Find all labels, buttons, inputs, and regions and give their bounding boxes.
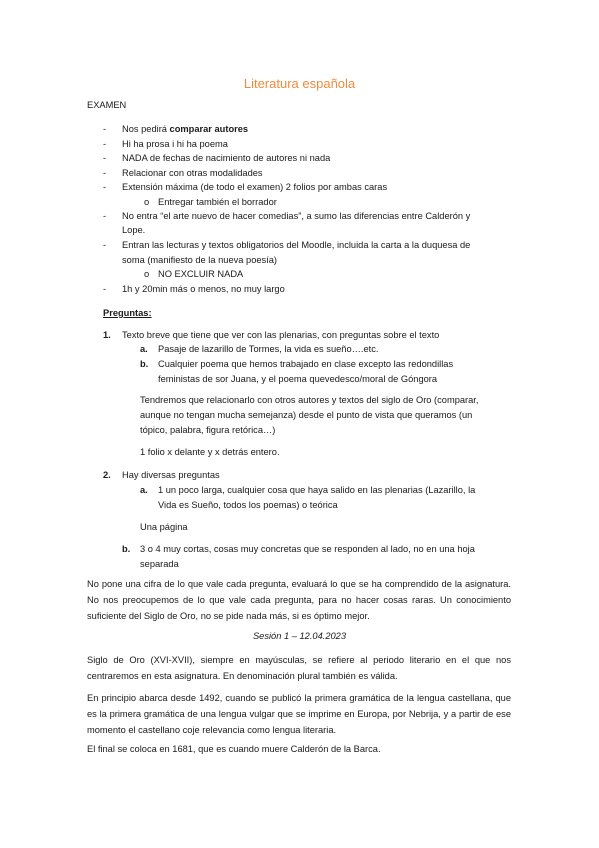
option-text: Cualquier poema que hemos trabajado en clase excepto las redondillas xyxy=(158,359,454,369)
list-item: Entran las lecturas y textos obligatorios del Moodle, incluida la carta a la duquesa de xyxy=(122,240,471,250)
list-bullet: - xyxy=(103,139,107,149)
sub-bullet: o xyxy=(144,269,150,279)
question-text: Texto breve que tiene que ver con las plenarias, con preguntas sobre el texto xyxy=(122,330,440,340)
option-text-continuation: feministas de sor Juana, y el poema quevedesco/moral de Góngora xyxy=(158,374,438,384)
list-item: Relacionar con otras modalidades xyxy=(122,168,263,178)
question-text: Hay diversas preguntas xyxy=(122,470,220,480)
list-bullet: - xyxy=(103,124,107,134)
option-label: b. xyxy=(122,544,131,554)
paragraph-line: aunque no tengan mucha semejanza) desde el punto de vista que queramos (un xyxy=(140,410,473,420)
paragraph: Siglo de Oro (XVI-XVII), siempre en mayúsculas, se refiere al periodo literario en el que nos centraremos en esta asignatura. En denominación plural también es válida. xyxy=(87,655,511,681)
list-item: 1h y 20min más o menos, no muy largo xyxy=(122,284,285,294)
list-bullet: - xyxy=(103,284,107,294)
option-label: b. xyxy=(140,359,149,369)
list-bullet: - xyxy=(103,182,107,192)
page-title: Literatura española xyxy=(243,76,356,91)
option-text-continuation: Vida es Sueño, todos los poemas) o teórica xyxy=(158,500,338,510)
option-text-continuation: separada xyxy=(140,559,179,569)
list-item: Extensión máxima (de todo el examen) 2 folios por ambas caras xyxy=(122,182,388,192)
list-item: NADA de fechas de nacimiento de autores ni nada xyxy=(122,153,331,163)
list-item: No entra “el arte nuevo de hacer comedias”, a sumo las diferencias entre Calderón y xyxy=(122,211,471,221)
option-label: a. xyxy=(140,485,148,495)
list-bullet: - xyxy=(103,168,107,178)
list-bullet: - xyxy=(103,211,107,221)
paragraph-line: Una página xyxy=(140,522,188,532)
examen-heading: EXAMEN xyxy=(87,100,127,110)
list-subitem: Entregar también el borrador xyxy=(158,197,277,207)
option-text: 3 o 4 muy cortas, cosas muy concretas que se responden al lado, no en una hoja xyxy=(140,544,475,554)
preguntas-heading: Preguntas: xyxy=(103,308,152,318)
option-text: 1 un poco larga, cualquier cosa que haya salido en las plenarias (Lazarillo, la xyxy=(158,485,476,495)
list-item: Nos pedirá comparar autores xyxy=(122,124,249,134)
paragraph-line: 1 folio x delante y x detrás entero. xyxy=(140,447,280,457)
list-bullet: - xyxy=(103,240,107,250)
question-number: 1. xyxy=(103,330,111,340)
paragraph: En principio abarca desde 1492, cuando se publicó la primera gramática de la lengua castellana, que es la primera gramática de una lengua vulgar que se imprime en Europa, por Nebrija, y a partir de ese momento el castellano coje relevancia como lengua literaria. xyxy=(87,693,511,735)
paragraph: El final se coloca en 1681, que es cuando muere Calderón de la Barca. xyxy=(87,744,381,754)
list-item-continuation: Lope. xyxy=(122,225,146,235)
list-subitem: NO EXCLUIR NADA xyxy=(158,269,244,279)
list-item-continuation: soma (manifiesto de la nueva poesía) xyxy=(122,255,278,265)
session-heading: Sesión 1 – 12.04.2023 xyxy=(252,631,347,641)
paragraph-line: Tendremos que relacionarlo con otros autores y textos del siglo de Oro (comparar, xyxy=(140,395,479,405)
paragraph: No pone una cifra de lo que vale cada pregunta, evaluará lo que se ha comprendido de la asignatura. No nos preocupemos de lo que vale cada pregunta, para no hacer cosas raras. Un conocimiento suficiente del Siglo de Oro, no se pide nada más, si es óptimo mejor. xyxy=(87,579,511,621)
option-label: a. xyxy=(140,344,148,354)
option-text: Pasaje de lazarillo de Tormes, la vida es sueño….etc. xyxy=(158,344,379,354)
list-item: Hi ha prosa i hi ha poema xyxy=(122,139,228,149)
list-bullet: - xyxy=(103,153,107,163)
sub-bullet: o xyxy=(144,197,150,207)
question-number: 2. xyxy=(103,470,111,480)
paragraph-line: tópico, palabra, figura retórica…) xyxy=(140,425,276,435)
